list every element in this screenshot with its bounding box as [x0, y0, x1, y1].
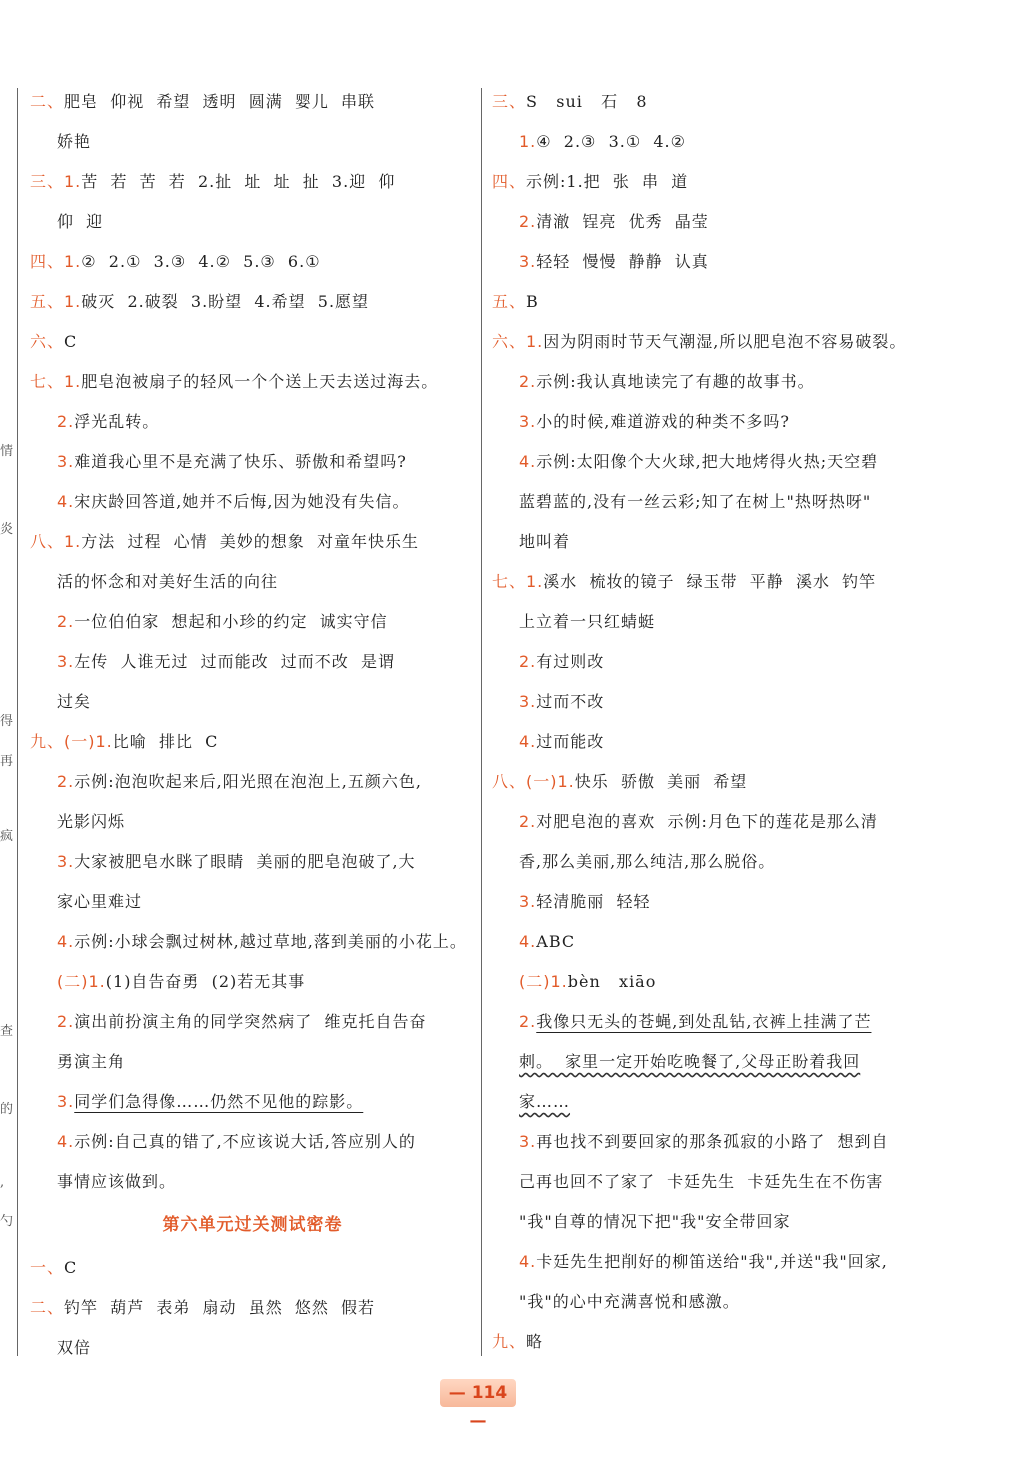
item-marker: (二)1. — [57, 972, 106, 991]
answer-text: 活的怀念和对美好生活的向往 — [57, 572, 279, 591]
answer-text: 示例:1.把 张 串 道 — [526, 172, 689, 191]
answer-line — [30, 922, 475, 962]
answer-line — [492, 442, 937, 482]
answer-text: C — [64, 332, 78, 351]
item-marker: 八、(一)1. — [492, 772, 575, 791]
item-marker: 3. — [519, 252, 537, 271]
answer-text: 家心里难过 — [57, 892, 143, 911]
answer-text: "我"自尊的情况下把"我"安全带回家 — [519, 1212, 791, 1231]
answer-text: 过而能改 — [536, 732, 605, 751]
item-marker: 七、1. — [492, 572, 544, 591]
answer-text: "我"的心中充满喜悦和感激。 — [519, 1292, 740, 1311]
answer-line — [492, 882, 937, 922]
item-marker: 六、 — [30, 332, 65, 351]
answer-line — [30, 82, 475, 122]
answer-text: 己再也回不了家了 卡廷先生 卡廷先生在不伤害 — [519, 1172, 884, 1191]
answer-line — [30, 1042, 475, 1082]
answer-text: 过而不改 — [536, 692, 605, 711]
answer-text: 溪水 梳妆的镜子 绿玉带 平静 溪水 钓竿 — [543, 572, 877, 591]
answer-text: 肥皂泡被扇子的轻风一个个送上天去送过海去。 — [81, 372, 439, 391]
answer-line — [492, 1242, 937, 1282]
answer-line — [30, 202, 475, 242]
answer-line — [30, 1002, 475, 1042]
answer-text: 双倍 — [57, 1338, 92, 1357]
answer-text: 上立着一只红蜻蜓 — [519, 612, 656, 631]
gutter-char: 炎 — [0, 522, 14, 537]
answer-line — [30, 602, 475, 642]
item-marker: 3. — [519, 692, 537, 711]
answer-text: 过矣 — [57, 692, 92, 711]
item-marker: 3. — [519, 1132, 537, 1151]
answer-text: 因为阴雨时节天气潮湿,所以肥皂泡不容易破裂。 — [543, 332, 907, 351]
answer-text: ④ 2.③ 3.① 4.② — [536, 132, 686, 151]
answer-text: 我像只无头的苍蝇,到处乱钻,衣裤上挂满了芒 — [536, 1012, 872, 1031]
answer-line — [492, 522, 937, 562]
answer-line — [492, 562, 937, 602]
answer-text: 破灭 2.破裂 3.盼望 4.希望 5.愿望 — [81, 292, 370, 311]
item-marker: 3. — [519, 892, 537, 911]
item-marker: 2. — [57, 412, 75, 431]
item-marker: (二)1. — [519, 972, 568, 991]
answer-text: B — [526, 292, 539, 311]
page-number: — 114 — — [440, 1379, 516, 1407]
answer-text: bèn xiāo — [567, 972, 657, 991]
item-marker: 4. — [57, 1132, 75, 1151]
answer-text: 示例:太阳像个大火球,把大地烤得火热;天空碧 — [536, 452, 879, 471]
item-marker: 4. — [57, 932, 75, 951]
answer-line — [492, 362, 937, 402]
item-marker: 2. — [57, 1012, 75, 1031]
answer-line — [492, 1202, 937, 1242]
answer-line — [492, 1282, 937, 1322]
item-marker: 1. — [519, 132, 537, 151]
answer-line — [30, 402, 475, 442]
item-marker: 3. — [57, 452, 75, 471]
answer-text: 宋庆龄回答道,她并不后悔,因为她没有失信。 — [74, 492, 410, 511]
item-marker: 三、1. — [30, 172, 82, 191]
answer-line — [492, 482, 937, 522]
item-marker: 五、 — [492, 292, 527, 311]
answer-text: ② 2.① 3.③ 4.② 5.③ 6.① — [81, 252, 321, 271]
answer-text: 难道我心里不是充满了快乐、骄傲和希望吗? — [74, 452, 407, 471]
answer-line — [492, 82, 937, 122]
answer-line — [30, 442, 475, 482]
answer-line — [30, 282, 475, 322]
answer-line — [30, 722, 475, 762]
answer-text: 轻清脆丽 轻轻 — [536, 892, 651, 911]
answer-line — [492, 282, 937, 322]
answer-line — [30, 802, 475, 842]
answer-text: 比喻 排比 C — [112, 732, 219, 751]
answer-line — [30, 362, 475, 402]
answer-line — [492, 242, 937, 282]
answer-text: 方法 过程 心情 美妙的想象 对童年快乐生 — [81, 532, 419, 551]
item-marker: 三、 — [492, 92, 527, 111]
item-marker: 2. — [57, 772, 75, 791]
answer-line — [492, 962, 937, 1002]
answer-text: 仰 迎 — [57, 212, 104, 231]
answer-line — [492, 402, 937, 442]
answer-line — [30, 1288, 475, 1328]
column-divider — [481, 88, 482, 1356]
gutter-char: 情 — [0, 444, 14, 459]
gutter-char: 查 — [0, 1024, 14, 1039]
item-marker: 二、 — [30, 1298, 65, 1317]
answer-text: 事情应该做到。 — [57, 1172, 177, 1191]
answer-text: 示例:我认真地读完了有趣的故事书。 — [536, 372, 815, 391]
answer-text: S sui 石 8 — [526, 92, 648, 111]
answer-text: 肥皂 仰视 希望 透明 圆满 婴儿 串联 — [64, 92, 376, 111]
answer-line — [492, 762, 937, 802]
item-marker: 2. — [519, 812, 537, 831]
answer-line — [492, 162, 937, 202]
item-marker: 3. — [57, 852, 75, 871]
answer-text: 有过则改 — [536, 652, 605, 671]
answer-text: 家…… — [519, 1092, 571, 1111]
answer-line — [492, 802, 937, 842]
answer-line — [30, 482, 475, 522]
answer-line — [30, 322, 475, 362]
answer-line — [492, 842, 937, 882]
item-marker: 七、1. — [30, 372, 82, 391]
answer-text: 演出前扮演主角的同学突然病了 维克托自告奋 — [74, 1012, 427, 1031]
answer-text: 苦 若 苦 若 2.扯 址 址 扯 3.迎 仰 — [81, 172, 396, 191]
answer-text: 同学们急得像……仍然不见他的踪影。 — [74, 1092, 364, 1111]
answer-text: 光影闪烁 — [57, 812, 126, 831]
item-marker: 4. — [519, 1252, 537, 1271]
answer-line — [492, 322, 937, 362]
item-marker: 4. — [519, 452, 537, 471]
answer-line — [492, 722, 937, 762]
item-marker: 3. — [519, 412, 537, 431]
item-marker: 4. — [519, 932, 537, 951]
answer-text: 左传 人谁无过 过而能改 过而不改 是谓 — [74, 652, 395, 671]
answer-line — [30, 122, 475, 162]
item-marker: 2. — [519, 652, 537, 671]
item-marker: 3. — [57, 652, 75, 671]
answer-line — [492, 642, 937, 682]
answer-line — [30, 762, 475, 802]
gutter-char: , — [0, 1175, 5, 1190]
answer-line — [30, 1328, 475, 1368]
section-title: 第六单元过关测试密卷 — [162, 1215, 343, 1235]
item-marker: 2. — [519, 212, 537, 231]
item-marker: 3. — [57, 1092, 75, 1111]
answer-line — [30, 1082, 475, 1122]
answer-text: 再也找不到要回家的那条孤寂的小路了 想到自 — [536, 1132, 889, 1151]
answer-line — [492, 602, 937, 642]
answer-line — [30, 842, 475, 882]
answer-text: 一位伯伯家 想起和小珍的约定 诚实守信 — [74, 612, 388, 631]
answer-line — [30, 1122, 475, 1162]
gutter-char: 的 — [0, 1102, 14, 1117]
answer-line — [492, 1122, 937, 1162]
answer-line — [30, 962, 475, 1002]
answer-text: 浮光乱转。 — [74, 412, 160, 431]
answer-text: (1)自告奋勇 (2)若无其事 — [105, 972, 306, 991]
item-marker: 一、 — [30, 1258, 65, 1277]
answer-line — [492, 1002, 937, 1042]
item-marker: 二、 — [30, 92, 65, 111]
gutter-char: 勺 — [0, 1214, 14, 1229]
answer-text: 示例:泡泡吹起来后,阳光照在泡泡上,五颜六色, — [74, 772, 422, 791]
answer-text: ABC — [536, 932, 576, 951]
item-marker: 四、1. — [30, 252, 82, 271]
answer-text: 地叫着 — [519, 532, 571, 551]
answer-line — [30, 1162, 475, 1202]
answer-text: 快乐 骄傲 美丽 希望 — [574, 772, 748, 791]
answer-text: 刺。 家里一定开始吃晚餐了,父母正盼着我回 — [519, 1052, 861, 1071]
answer-text: 对肥皂泡的喜欢 示例:月色下的莲花是那么清 — [536, 812, 878, 831]
answer-text: 香,那么美丽,那么纯洁,那么脱俗。 — [519, 852, 776, 871]
answer-line — [492, 1042, 937, 1082]
item-marker: 4. — [519, 732, 537, 751]
answer-text: 卡廷先生把削好的柳笛送给"我",并送"我"回家, — [536, 1252, 888, 1271]
answer-text: 大家被肥皂水眯了眼睛 美丽的肥皂泡破了,大 — [74, 852, 416, 871]
answer-text: 清澈 锃亮 优秀 晶莹 — [536, 212, 709, 231]
answer-line — [30, 1248, 475, 1288]
item-marker: 六、1. — [492, 332, 544, 351]
answer-line — [30, 242, 475, 282]
answer-line — [492, 922, 937, 962]
answer-text: 娇艳 — [57, 132, 92, 151]
answer-line — [30, 882, 475, 922]
item-marker: 九、(一)1. — [30, 732, 113, 751]
answer-line — [30, 642, 475, 682]
right-column — [492, 82, 937, 1362]
answer-line — [492, 122, 937, 162]
item-marker: 五、1. — [30, 292, 82, 311]
gutter-char: 疯 — [0, 829, 14, 844]
answer-line — [30, 522, 475, 562]
item-marker: 2. — [519, 372, 537, 391]
gutter-char: 得 — [0, 714, 14, 729]
answer-line — [492, 1082, 937, 1122]
answer-text: 蓝碧蓝的,没有一丝云彩;知了在树上"热呀热呀" — [519, 492, 872, 511]
answer-text: C — [64, 1258, 78, 1277]
answer-line — [492, 682, 937, 722]
gutter-char: 再 — [0, 754, 14, 769]
left-column — [30, 82, 475, 1368]
binding-gutter-line — [17, 88, 18, 1356]
item-marker: 四、 — [492, 172, 527, 191]
page-number-value: 114 — [471, 1383, 508, 1403]
answer-line — [492, 1322, 937, 1362]
answer-line — [30, 162, 475, 202]
answer-text: 示例:小球会飘过树林,越过草地,落到美丽的小花上。 — [74, 932, 467, 951]
item-marker: 九、 — [492, 1332, 527, 1351]
answer-line — [30, 562, 475, 602]
item-marker: 八、1. — [30, 532, 82, 551]
item-marker: 2. — [519, 1012, 537, 1031]
item-marker: 2. — [57, 612, 75, 631]
answer-text: 勇演主角 — [57, 1052, 126, 1071]
item-marker: 4. — [57, 492, 75, 511]
answer-line — [30, 682, 475, 722]
answer-text: 示例:自己真的错了,不应该说大话,答应别人的 — [74, 1132, 416, 1151]
answer-line — [492, 202, 937, 242]
answer-line — [492, 1162, 937, 1202]
answer-text: 轻轻 慢慢 静静 认真 — [536, 252, 709, 271]
answer-text: 小的时候,难道游戏的种类不多吗? — [536, 412, 790, 431]
answer-text: 钓竿 葫芦 表弟 扇动 虽然 悠然 假若 — [64, 1298, 376, 1317]
answer-text: 略 — [526, 1332, 544, 1351]
